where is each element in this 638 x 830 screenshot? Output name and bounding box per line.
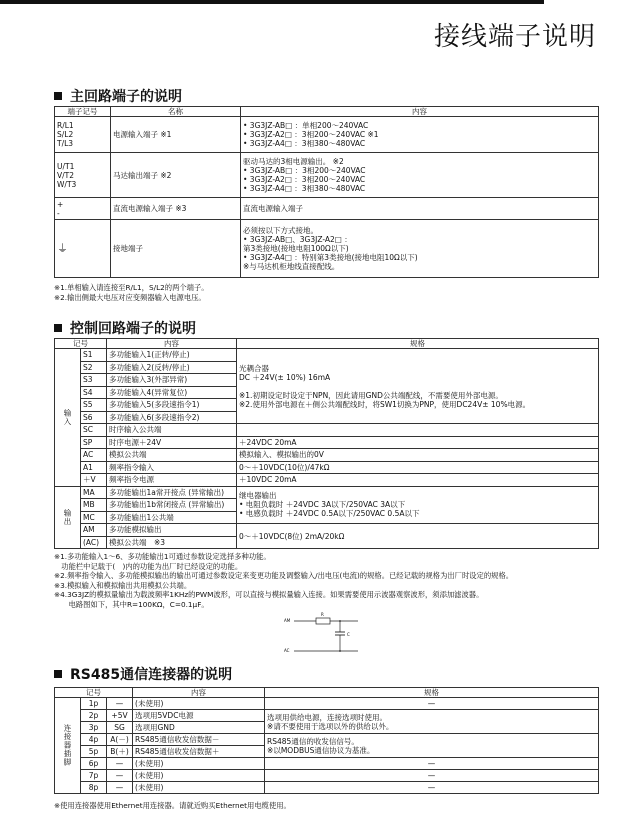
terminal-mark: A1 <box>81 461 107 474</box>
spec-cell: ＋10VDC 20mA <box>237 474 599 487</box>
table-header-cell: 规格 <box>265 688 599 698</box>
table-row <box>55 758 599 770</box>
pin-number: 1p <box>81 698 107 710</box>
signal-name: — <box>107 758 133 770</box>
terminal-name: 接地端子 <box>111 220 241 278</box>
pin-number: 5p <box>81 746 107 758</box>
spec-cell: — <box>265 770 599 782</box>
note-line: 电路图如下，其中R=100KΩ，C=0.1μF。 <box>54 599 209 609</box>
table-header-row <box>55 339 599 349</box>
spec-cell: 0～＋10VDC(10位)/47kΩ <box>237 461 599 474</box>
terminal-content: 模拟公共端 ※3 <box>107 536 237 549</box>
signal-name: +5V <box>107 710 133 722</box>
table-header-row <box>55 688 599 698</box>
circuit-label-ac: AC <box>284 648 290 653</box>
terminal-content: 多功能输入3(外部异常) <box>107 374 237 387</box>
terminal-content: 多功能输入2(反转/停止) <box>107 361 237 374</box>
terminal-mark: SC <box>81 424 107 437</box>
terminal-content: 多功能输出1公共端 <box>107 511 237 524</box>
spec-cell: 光耦合器 DC ＋24V(± 10%) 16mA ※1.初期设定时设定于NPN，因此请用GND公共端配线，不需要使用外部电源。 ※2.使用外部电源在＋侧公共端配线时，将SW1切换为PNP，使用DC24V± 10%电源。 <box>237 349 599 424</box>
resistor-symbol <box>316 618 330 624</box>
pin-number: 3p <box>81 722 107 734</box>
pin-number: 2p <box>81 710 107 722</box>
terminal-content: 多功能输出1b常闭接点 (异常输出) <box>107 499 237 512</box>
signal-name: A(－) <box>107 734 133 746</box>
table-row <box>55 349 599 362</box>
table-row <box>55 782 599 794</box>
table-header-cell: 记号 <box>55 339 107 349</box>
section-heading-main-circuit: 主回路端子的说明 <box>54 86 182 106</box>
spec-cell: — <box>265 782 599 794</box>
table-header-cell: 名称 <box>111 107 241 117</box>
table-header-cell: 规格 <box>237 339 599 349</box>
table-header-cell: 端子记号 <box>55 107 111 117</box>
pin-number: 8p <box>81 782 107 794</box>
table-header-cell: 记号 <box>55 688 133 698</box>
terminal-mark: MA <box>81 486 107 499</box>
table-row <box>55 524 599 537</box>
section-heading-rs485: RS485通信连接器的说明 <box>54 664 232 684</box>
spec-cell: 模拟输入、模拟输出的0V <box>237 449 599 462</box>
table-row <box>55 153 599 198</box>
terminal-mark: AM <box>81 524 107 537</box>
terminal-mark: MC <box>81 511 107 524</box>
table-row <box>55 424 599 437</box>
group-label-output: 输出 <box>55 486 81 549</box>
spec-cell <box>237 424 599 437</box>
table-row <box>55 734 599 746</box>
pin-content: (未使用) <box>133 698 265 710</box>
ground-icon: ⏚ <box>55 220 111 278</box>
terminal-content: 多功能输入1(正转/停止) <box>107 349 237 362</box>
terminal-mark: S2 <box>81 361 107 374</box>
pin-content: 选项用GND <box>133 722 265 734</box>
terminal-content: 时序电源＋24V <box>107 436 237 449</box>
spec-cell: 继电器输出 • 电阻负载时 ＋24VDC 3A以下/250VAC 3A以下 • 电感负载时 ＋24VDC 0.5A以下/250VAC 0.5A以下 <box>237 486 599 524</box>
table-header-row <box>55 107 599 117</box>
terminal-content: 多功能输入6(多段速指令2) <box>107 411 237 424</box>
terminal-content: 频率指令输入 <box>107 461 237 474</box>
table-header-cell: 内容 <box>107 339 237 349</box>
circuit-label-am: AM <box>284 618 291 623</box>
terminal-mark: (AC) <box>81 536 107 549</box>
control-circuit-table <box>54 338 599 549</box>
page-title: 接线端子说明 <box>433 22 596 52</box>
terminal-content: 多功能模拟输出 <box>107 524 237 537</box>
terminal-name: 电源输入端子 ※1 <box>111 117 241 153</box>
spec-cell: 选项用供给电源，连接选项时使用。 ※请不要使用于选项以外的供给以外。 <box>265 710 599 734</box>
bullet-square-icon <box>54 324 62 332</box>
signal-name: — <box>107 770 133 782</box>
spec-cell: 0～＋10VDC(8位) 2mA/20kΩ <box>237 524 599 549</box>
signal-name: — <box>107 698 133 710</box>
pin-content: (未使用) <box>133 770 265 782</box>
rs485-table <box>54 687 599 794</box>
section-heading-control-circuit: 控制回路端子的说明 <box>54 318 196 338</box>
table-row <box>55 461 599 474</box>
terminal-content: • 3G3JZ-AB□ ：单相200～240VAC • 3G3JZ-A2□ ：3相200～240VAC ※1 • 3G3JZ-A4□ ：3相380～480VAC <box>241 117 599 153</box>
group-label-connector-pins: 连接器插脚 <box>55 698 81 794</box>
note-line: ※2.输出侧最大电压对应变频器输入电源电压。 <box>54 292 206 302</box>
circuit-label-c: C <box>347 632 350 637</box>
terminal-mark: AC <box>81 449 107 462</box>
table-row <box>55 220 599 278</box>
table-row <box>55 486 599 499</box>
table-row <box>55 436 599 449</box>
spec-cell: RS485通信的收发信信号。 ※以MODBUS通信协议为基准。 <box>265 734 599 758</box>
signal-name: SG <box>107 722 133 734</box>
bullet-square-icon <box>54 92 62 100</box>
spec-cell: — <box>265 698 599 710</box>
terminal-content: 直流电源输入端子 <box>241 198 599 220</box>
spec-cell: — <box>265 758 599 770</box>
note-line: ※1.单相输入请连接至R/L1，S/L2的两个端子。 <box>54 283 209 292</box>
terminal-mark: S6 <box>81 411 107 424</box>
table-row <box>55 117 599 153</box>
table-row <box>55 710 599 722</box>
pin-content: (未使用) <box>133 758 265 770</box>
table-row <box>55 449 599 462</box>
table-header-cell: 内容 <box>241 107 599 117</box>
note-line: ※4.3G3JZ的模拟量输出为载波频率1KHz的PWM波形，可以直接与模拟量输入连接。如果需要使用示波器观察波形，须添加滤波器。 <box>54 590 484 599</box>
title-rule <box>0 0 544 4</box>
note-line: ※1.多功能输入1～6、多功能输出1可通过参数设定选择多种功能。 <box>54 552 271 561</box>
terminal-mark: ＋V <box>81 474 107 487</box>
terminal-name: 直流电源输入端子 ※3 <box>111 198 241 220</box>
signal-name: — <box>107 782 133 794</box>
terminal-mark: SP <box>81 436 107 449</box>
terminal-content: 模拟公共端 <box>107 449 237 462</box>
table-row <box>55 198 599 220</box>
main-circuit-table <box>54 106 599 278</box>
note-line: ※3.模拟输入和模拟输出共用模拟公共端。 <box>54 580 192 590</box>
table-header-cell: 内容 <box>133 688 265 698</box>
terminal-mark: S5 <box>81 399 107 412</box>
control-circuit-notes <box>54 552 614 609</box>
terminal-mark: S3 <box>81 374 107 387</box>
terminal-marks: + - <box>55 198 111 220</box>
terminal-content: 多功能输出1a常开接点 (异常输出) <box>107 486 237 499</box>
rs485-note: ※使用连接器使用Ethernet用连接器。请就近购买Ethernet用电缆使用。 <box>54 801 291 810</box>
terminal-content: 多功能输入5(多段速指令1) <box>107 399 237 412</box>
pin-content: RS485通信收发信数据＋ <box>133 746 265 758</box>
pin-content: 选项用5VDC电源 <box>133 710 265 722</box>
terminal-content: 多功能输入4(异常复位) <box>107 386 237 399</box>
table-row <box>55 770 599 782</box>
group-label-input: 输入 <box>55 349 81 487</box>
signal-name: B(＋) <box>107 746 133 758</box>
pin-number: 6p <box>81 758 107 770</box>
terminal-content: 必须按以下方式接地。 • 3G3JZ-AB□、3G3JZ-A2□ ： 第3类接地(接地电阻100Ω以下) • 3G3JZ-A4□ ：特别第3类接地(接地电阻10Ω以下) ※与马达机柜地线直接配线。 <box>241 220 599 278</box>
terminal-mark: S4 <box>81 386 107 399</box>
rc-filter-circuit-diagram <box>282 612 372 658</box>
terminal-marks: U/T1 V/T2 W/T3 <box>55 153 111 198</box>
terminal-content: 驱动马达的3相电源输出。 ※2 • 3G3JZ-AB□ ：3相200～240VAC • 3G3JZ-A2□ ：3相200～240VAC • 3G3JZ-A4□ ：3相380～480VAC <box>241 153 599 198</box>
terminal-mark: S1 <box>81 349 107 362</box>
pin-content: (未使用) <box>133 782 265 794</box>
circuit-label-r: R <box>321 612 324 617</box>
table-row <box>55 474 599 487</box>
note-line: 功能栏中记载于( )内的功能为出厂时已经设定的功能。 <box>54 561 243 571</box>
pin-number: 7p <box>81 770 107 782</box>
terminal-name: 马达输出端子 ※2 <box>111 153 241 198</box>
table-row <box>55 698 599 710</box>
terminal-marks: R/L1 S/L2 T/L3 <box>55 117 111 153</box>
spec-cell: ＋24VDC 20mA <box>237 436 599 449</box>
terminal-content: 频率指令电源 <box>107 474 237 487</box>
note-line: ※2.频率指令输入、多功能模拟输出的输出可通过参数设定来变更功能及调整输入/出电压(电流)的规格。已经记载的规格为出厂时设定的规格。 <box>54 571 514 580</box>
terminal-content: 时序输入公共端 <box>107 424 237 437</box>
main-circuit-notes <box>54 283 614 302</box>
terminal-mark: MB <box>81 499 107 512</box>
bullet-square-icon <box>54 670 62 678</box>
pin-number: 4p <box>81 734 107 746</box>
pin-content: RS485通信收发信数据－ <box>133 734 265 746</box>
